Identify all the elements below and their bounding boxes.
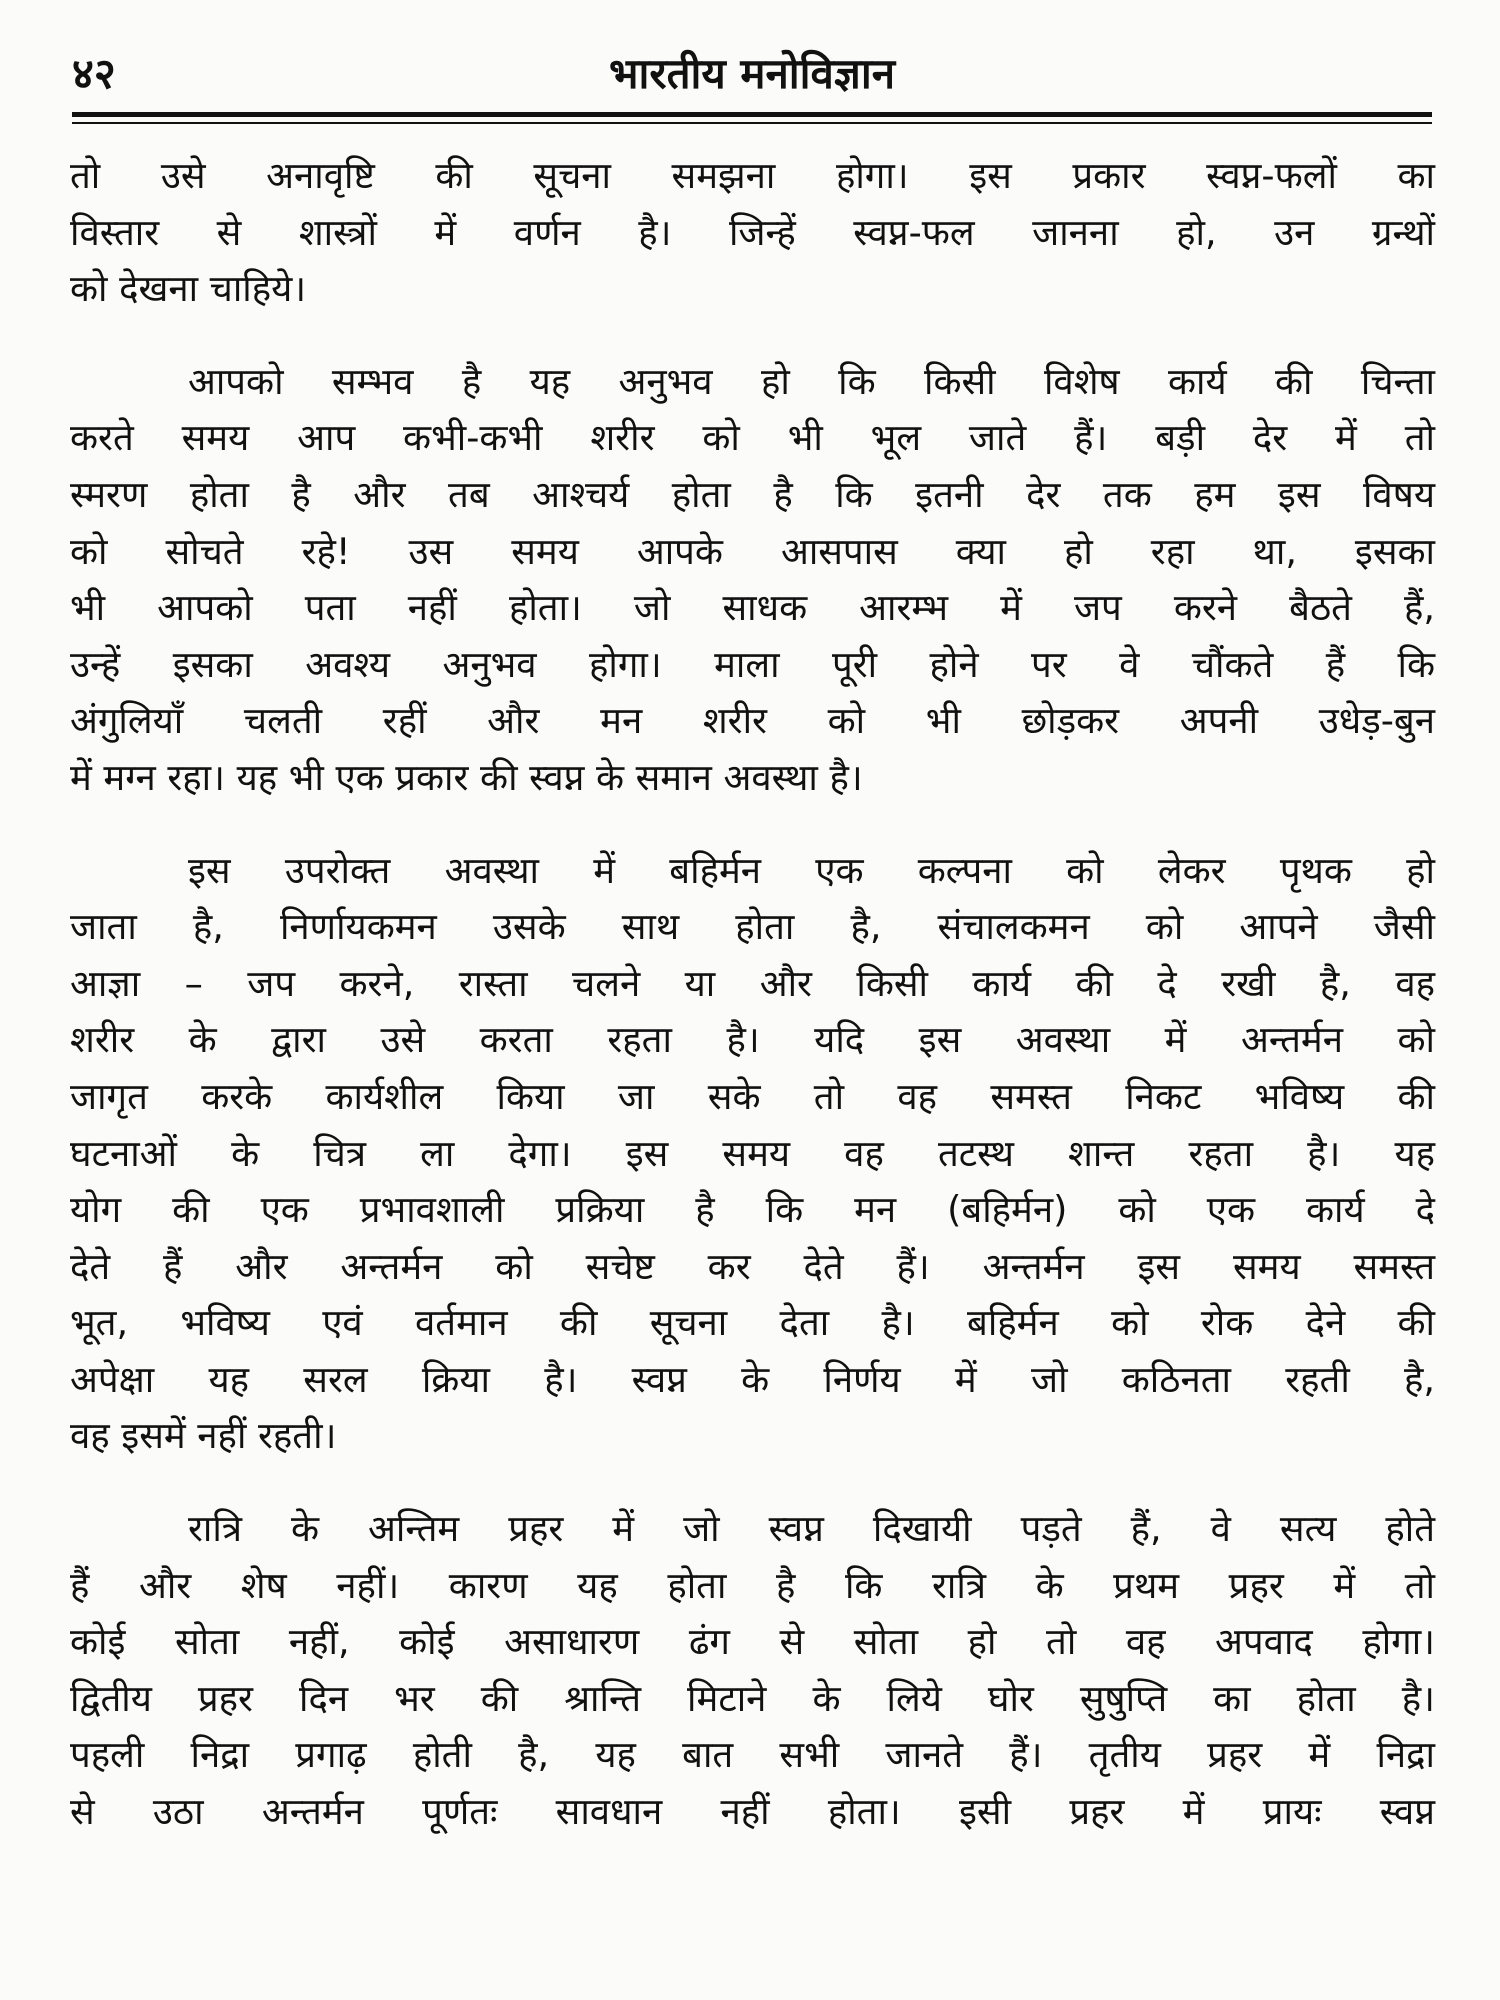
text-line: अंगुलियाँ चलती रहीं और मन शरीर को भी छोड़कर अपनी उधेड़-बुन (70, 699, 1435, 743)
text-line: विस्तार से शास्त्रों में वर्णन है। जिन्हें स्वप्न-फल जानना हो, उन ग्रन्थों (70, 210, 1435, 254)
text-line: जागृत करके कार्यशील किया जा सके तो वह समस्त निकट भविष्य की (70, 1074, 1435, 1118)
text-line: शरीर के द्वारा उसे करता रहता है। यदि इस अवस्था में अन्तर्मन को (70, 1018, 1435, 1062)
text-line: अपेक्षा यह सरल क्रिया है। स्वप्न के निर्णय में जो कठिनता रहती है, (70, 1357, 1435, 1401)
text-line: भूत, भविष्य एवं वर्तमान की सूचना देता है। बहिर्मन को रोक देने की (70, 1301, 1435, 1345)
text-line: देते हैं और अन्तर्मन को सचेष्ट कर देते हैं। अन्तर्मन इस समय समस्त (70, 1244, 1435, 1288)
text-line: रात्रि के अन्तिम प्रहर में जो स्वप्न दिखायी पड़ते हैं, वे सत्य होते (188, 1507, 1435, 1551)
page-number: ४२ (72, 49, 116, 98)
text-line: भी आपको पता नहीं होता। जो साधक आरम्भ में जप करने बैठते हैं, (70, 586, 1435, 630)
paragraph-2 (70, 354, 1435, 807)
text-line: हैं और शेष नहीं। कारण यह होता है कि रात्रि के प्रथम प्रहर में तो (70, 1563, 1435, 1607)
paragraph-3 (70, 843, 1435, 1466)
header-rule-thin (72, 122, 1432, 124)
text-line: घटनाओं के चित्र ला देगा। इस समय वह तटस्थ शान्त रहता है। यह (70, 1131, 1435, 1175)
text-line: जाता है, निर्णायकमन उसके साथ होता है, संचालकमन को आपने जैसी (70, 905, 1435, 949)
text-line: करते समय आप कभी-कभी शरीर को भी भूल जाते हैं। बड़ी देर में तो (70, 416, 1435, 460)
text-line: द्वितीय प्रहर दिन भर की श्रान्ति मिटाने के लिये घोर सुषुप्ति का होता है। (70, 1676, 1435, 1720)
text-line: में मग्न रहा। यह भी एक प्रकार की स्वप्न के समान अवस्था है। (70, 755, 863, 799)
text-line: स्मरण होता है और तब आश्चर्य होता है कि इतनी देर तक हम इस विषय (70, 472, 1435, 516)
text-line: इस उपरोक्त अवस्था में बहिर्मन एक कल्पना को लेकर पृथक हो (188, 848, 1435, 892)
text-line: आपको सम्भव है यह अनुभव हो कि किसी विशेष कार्य की चिन्ता (188, 359, 1435, 403)
header-rule-thick (72, 112, 1432, 117)
text-line: कोई सोता नहीं, कोई असाधारण ढंग से सोता हो तो वह अपवाद होगा। (70, 1620, 1435, 1664)
text-line: पहली निद्रा प्रगाढ़ होती है, यह बात सभी जानते हैं। तृतीय प्रहर में निद्रा (70, 1733, 1435, 1777)
text-line: को सोचते रहे! उस समय आपके आसपास क्या हो रहा था, इसका (70, 529, 1435, 573)
text-line: से उठा अन्तर्मन पूर्णतः सावधान नहीं होता। इसी प्रहर में प्रायः स्वप्न (70, 1790, 1435, 1834)
text-line: तो उसे अनावृष्टि की सूचना समझना होगा। इस प्रकार स्वप्न-फलों का (70, 154, 1435, 197)
text-line: योग की एक प्रभावशाली प्रक्रिया है कि मन (बहिर्मन) को एक कार्य दे (70, 1188, 1435, 1232)
paragraph-1 (70, 148, 1435, 318)
paragraph-4 (70, 1501, 1435, 1841)
text-line: आज्ञा – जप करने, रास्ता चलने या और किसी कार्य की दे रखी है, वह (70, 961, 1435, 1005)
book-title: भारतीय मनोविज्ञान (608, 49, 896, 98)
text-line: को देखना चाहिये। (70, 267, 307, 311)
running-header (72, 38, 1432, 108)
body-text (70, 148, 1435, 1841)
text-line: वह इसमें नहीं रहती। (70, 1414, 337, 1458)
text-line: उन्हें इसका अवश्य अनुभव होगा। माला पूरी होने पर वे चौंकते हैं कि (70, 642, 1435, 686)
